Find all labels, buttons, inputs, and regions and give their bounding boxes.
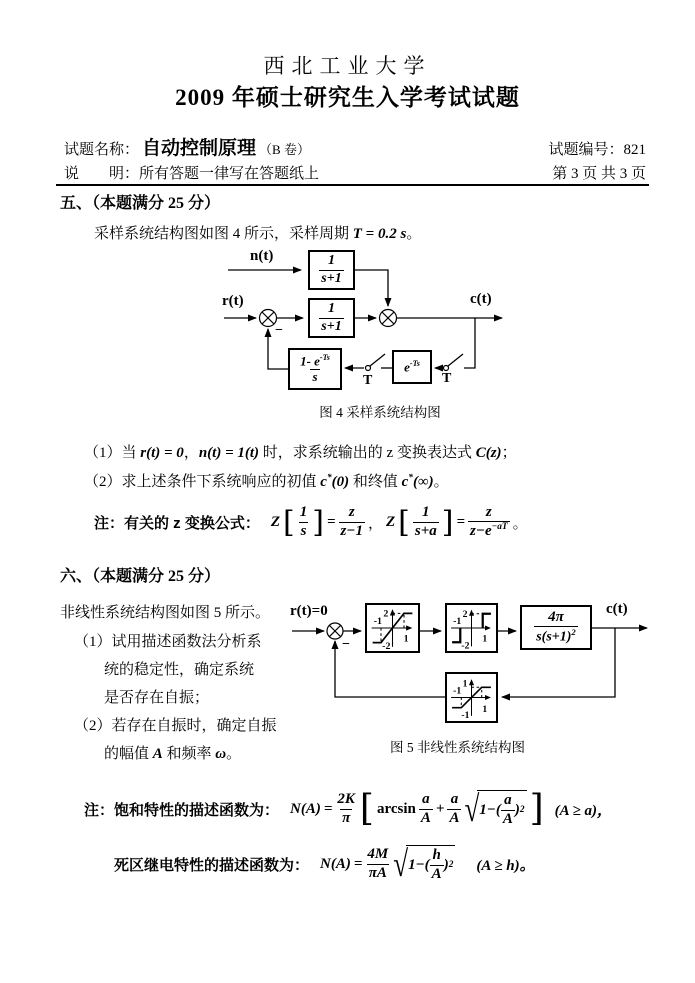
minus-sign: − <box>275 323 283 338</box>
summing-junction <box>327 623 343 639</box>
nl2-bottom-label: -2 <box>461 640 470 651</box>
subject-row <box>64 133 646 160</box>
q1-math3: C(z) <box>475 445 502 461</box>
q1-mid: 时，求系统输出的 z 变换表达式 <box>259 445 476 461</box>
figure5 <box>290 595 695 757</box>
arcsin-function: arcsin <box>376 800 416 817</box>
r-signal-label: r(t)=0 <box>290 603 328 619</box>
relay-note-label: 死区继电特性的描述函数为： <box>114 856 310 874</box>
q1-math1: r(t) = 0 <box>140 445 184 461</box>
f2-rden-sup: −aT <box>491 522 508 532</box>
right-bracket: ] <box>312 504 324 540</box>
relay-equals: = <box>353 855 363 872</box>
sat-f3-num: a <box>504 792 512 809</box>
relay-condition: (A ≥ h)。 <box>476 857 535 874</box>
question-2 <box>84 470 449 491</box>
nl2-right-label: 1 <box>482 633 488 645</box>
f2-lden: s+a <box>414 522 437 539</box>
nl1-right-label: 1 <box>403 633 409 645</box>
g2-denominator: s+1 <box>321 318 342 334</box>
page-info: 第 3 页 共 3 页 <box>552 166 646 182</box>
nl2-left-label: -1 <box>453 615 462 627</box>
minus-sign: − <box>342 637 350 652</box>
section5-heading: 五、（本题满分 25 分） <box>60 195 221 212</box>
q2-pre: （2）求上述条件下系统响应的初值 <box>84 474 321 490</box>
left-bracket: [ <box>283 504 295 540</box>
left-bracket: [ <box>359 787 374 829</box>
intro-end: 。 <box>406 226 422 242</box>
nl1-top-label: 2 <box>383 608 389 620</box>
relay-f1-den: A <box>431 865 442 882</box>
q1-end: ； <box>501 445 517 461</box>
nl3-top-label: 1 <box>462 678 468 690</box>
feedback-saturation-characteristic-icon <box>447 674 496 721</box>
lastline-end: 。 <box>226 746 242 762</box>
sat-rad-pre: 1−( <box>479 801 501 818</box>
delay-base: e <box>404 359 410 375</box>
nl1-bottom-label: -2 <box>382 640 391 651</box>
lastline-mid: 和频率 <box>162 746 216 762</box>
block-zoh <box>288 348 342 390</box>
section6-line: 非线性系统结构图如图 5 所示。 <box>60 605 271 621</box>
zoh-num-exponent: -Ts <box>319 352 330 362</box>
relay-frac-den: πA <box>368 864 387 881</box>
q2-end: 。 <box>433 474 449 490</box>
sampler2-period-label: T <box>442 371 452 386</box>
c-signal-label: c(t) <box>606 601 628 617</box>
g2-numerator: 1 <box>328 301 335 317</box>
sat-condition: (A ≥ a)， <box>554 802 613 819</box>
instruction-text: 所有答题一律写在答题纸上 <box>139 166 320 182</box>
f1-equals: = <box>326 513 336 530</box>
right-bracket: ] <box>529 787 544 829</box>
feedback-saturation-block <box>445 672 498 723</box>
q2-math1-base: c <box>320 474 327 490</box>
subject-name: 自动控制原理 <box>142 138 257 159</box>
section6-line: 是否存在自振； <box>104 690 210 706</box>
university-title: 西北工业大学 <box>263 54 432 78</box>
q2-math1-sup: * <box>326 473 332 483</box>
relay-f1-num: h <box>432 847 441 864</box>
c-signal-label: c(t) <box>470 291 492 307</box>
section6-heading: 六、（本题满分 25 分） <box>60 568 221 585</box>
sampler-2 <box>444 354 464 371</box>
relay-lhs: N(A) <box>320 855 351 872</box>
q2-math2-arg: (∞) <box>412 474 434 490</box>
frequency-symbol: ω <box>215 746 227 762</box>
divider-line <box>56 184 649 186</box>
section5-intro <box>94 222 421 243</box>
figure5-caption: 图 5 非线性系统结构图 <box>390 740 525 755</box>
relay-rad-pre: 1−( <box>408 856 430 873</box>
q2-math1-arg: (0) <box>331 474 350 490</box>
f2-rnum: z <box>485 503 492 520</box>
block-delay <box>392 350 432 384</box>
square-root <box>393 845 455 883</box>
square-root <box>464 790 526 828</box>
sat-lhs: N(A) <box>290 800 321 817</box>
formula-end: 。 <box>512 515 528 532</box>
nl3-right-label: 1 <box>482 703 488 715</box>
plant-den-base: s(s+1) <box>536 629 572 645</box>
ztransform-note <box>94 500 528 544</box>
f1-lden: s <box>300 522 307 539</box>
formula-separator: ， <box>367 515 383 532</box>
f2-lnum: 1 <box>422 504 430 521</box>
relay-frac-num: 4M <box>367 846 389 863</box>
nl3-bottom-label: -1 <box>461 709 470 721</box>
sat-frac-den: π <box>342 809 351 826</box>
f1-rden: z−1 <box>340 522 363 539</box>
g1-denominator: s+1 <box>321 270 342 286</box>
q2-math2-sup: * <box>408 473 413 483</box>
f1-rnum: z <box>348 504 355 521</box>
n-signal-label: n(t) <box>250 248 274 264</box>
g1-to-junction2 <box>355 270 388 306</box>
question-1 <box>84 441 517 462</box>
right-bracket: ] <box>441 504 454 540</box>
plant-den-exponent: 2 <box>571 627 576 638</box>
summing-junction-2 <box>380 310 397 327</box>
sat-f1-den: A <box>420 809 431 826</box>
plant-transfer-block <box>520 605 592 650</box>
q1-pre: （1）当 <box>84 445 141 461</box>
zoh-denominator: s <box>312 369 318 385</box>
section6-last-line <box>104 742 241 763</box>
f2-rden-base: z−e <box>470 523 492 539</box>
paper-code-label: 试题编号： <box>548 142 624 158</box>
nl1-left-label: -1 <box>373 615 382 627</box>
q1-math2: n(t) = 1(t) <box>198 445 260 461</box>
lastline-pre: 的幅值 <box>104 746 153 762</box>
sat-f1-num: a <box>422 791 430 808</box>
figure4-wires <box>200 245 560 423</box>
intro-text: 采样系统结构图如图 4 所示，采样周期 <box>94 226 353 242</box>
plant-numerator: 4π <box>548 609 564 625</box>
saturation-note <box>84 780 612 838</box>
block-forward-transfer <box>308 298 355 338</box>
q1-sep: ， <box>183 445 199 461</box>
z-operator-2: Z <box>385 513 396 530</box>
sat-f2-num: a <box>450 791 459 808</box>
sampler1-period-label: T <box>363 373 373 388</box>
sat-frac-num: 2K <box>337 791 355 808</box>
figure4 <box>200 245 560 423</box>
nonlinearity-relay-block <box>445 603 498 653</box>
figure4-caption: 图 4 采样系统结构图 <box>319 405 441 420</box>
relay-rad-post: ) <box>443 856 449 873</box>
relay-note <box>114 840 535 888</box>
f1-lnum: 1 <box>299 504 308 521</box>
exam-title: 2009 年硕士研究生入学考试试题 <box>175 85 520 110</box>
block-n-transfer <box>308 250 355 290</box>
amplitude-symbol: A <box>152 746 163 762</box>
zoh-num-base: 1- e <box>300 353 320 369</box>
nl2-top-label: 2 <box>462 608 468 620</box>
saturation-note-label: 注：饱和特性的描述函数为： <box>84 801 280 819</box>
instruction-row <box>64 162 646 183</box>
nl3-left-label: -1 <box>453 685 462 697</box>
sat-equals: = <box>323 800 333 817</box>
section6-line: （2）若存在自振时，确定自振 <box>74 718 277 734</box>
g1-numerator: 1 <box>328 253 335 269</box>
saturation-characteristic-icon <box>367 605 418 651</box>
section6-line: 统的稳定性，确定系统 <box>104 662 255 678</box>
subject-variant: （B 卷） <box>259 142 310 157</box>
q2-math2-base: c <box>401 474 409 490</box>
subject-label: 试题名称： <box>64 142 140 158</box>
delay-exponent: -Ts <box>409 358 420 368</box>
r-signal-label: r(t) <box>222 293 244 309</box>
feedback-branch <box>464 318 475 368</box>
paper-code-value: 821 <box>623 142 646 158</box>
intro-math: T = 0.2 s <box>352 226 407 242</box>
q2-mid: 和终值 <box>349 474 402 490</box>
f2-equals: = <box>456 513 466 530</box>
radical-sign: √ <box>393 843 409 884</box>
sat-rad-post: ) <box>514 801 520 818</box>
left-bracket: [ <box>398 504 410 540</box>
summing-junction-1 <box>260 310 277 327</box>
deadzone-relay-characteristic-icon <box>447 605 496 651</box>
radical-sign: √ <box>464 788 480 829</box>
ztransform-note-label: 注：有关的 z 变换公式： <box>94 514 260 532</box>
z-operator-1: Z <box>270 513 281 530</box>
nonlinearity-saturation-block <box>365 603 420 653</box>
sat-f2-den: A <box>449 809 460 826</box>
instruction-label: 说 明： <box>64 166 140 182</box>
relay-rad-exponent: 2 <box>448 860 454 870</box>
sat-f3-den: A <box>502 810 513 827</box>
sat-rad-exponent: 2 <box>519 805 525 815</box>
section6-line: （1）试用描述函数法分析系 <box>74 634 262 650</box>
plus-sign: + <box>435 800 445 817</box>
